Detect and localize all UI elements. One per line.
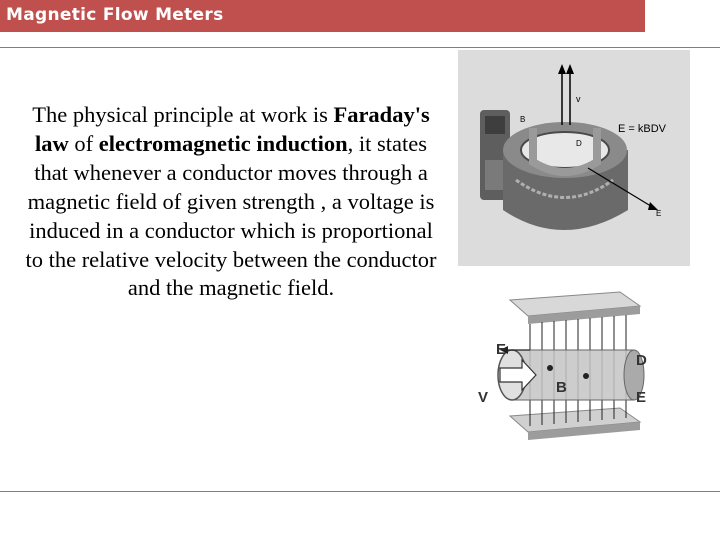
text-faraday-law: Faraday's law [34,102,430,156]
body-paragraph [22,101,440,303]
housing-slot [485,116,505,134]
magnetic-field-diagram [470,288,675,448]
electrode-right [583,373,589,379]
top-divider [0,47,720,48]
housing-panel [485,160,505,190]
text-of: of [68,130,99,156]
label-v: V [478,389,489,406]
text-rest: , it states that whenever a conductor moves through a magnetic field of given strength , a voltage is induced in a conductor which is proportional to the relative velocity between the conductor and the magnetic field. [25,130,437,301]
label-v: v [576,94,581,104]
label-d: D [636,352,647,369]
label-b: B [556,379,567,396]
text-electromagnetic-induction: electromagnetic induction [98,130,348,156]
electrode-left [547,365,553,371]
formula: E = kBDV [618,123,666,135]
label-e-right: E [636,389,647,406]
title-bar [0,0,645,32]
text-intro: The physical principle at work is [32,102,334,127]
label-b: B [520,115,526,124]
flow-meter-cutaway-figure [458,50,690,266]
label-e: E [656,209,662,218]
label-d: D [576,139,582,148]
slide-title: Magnetic Flow Meters [6,5,224,25]
label-e-left: E [496,341,507,358]
bottom-divider [0,491,720,492]
